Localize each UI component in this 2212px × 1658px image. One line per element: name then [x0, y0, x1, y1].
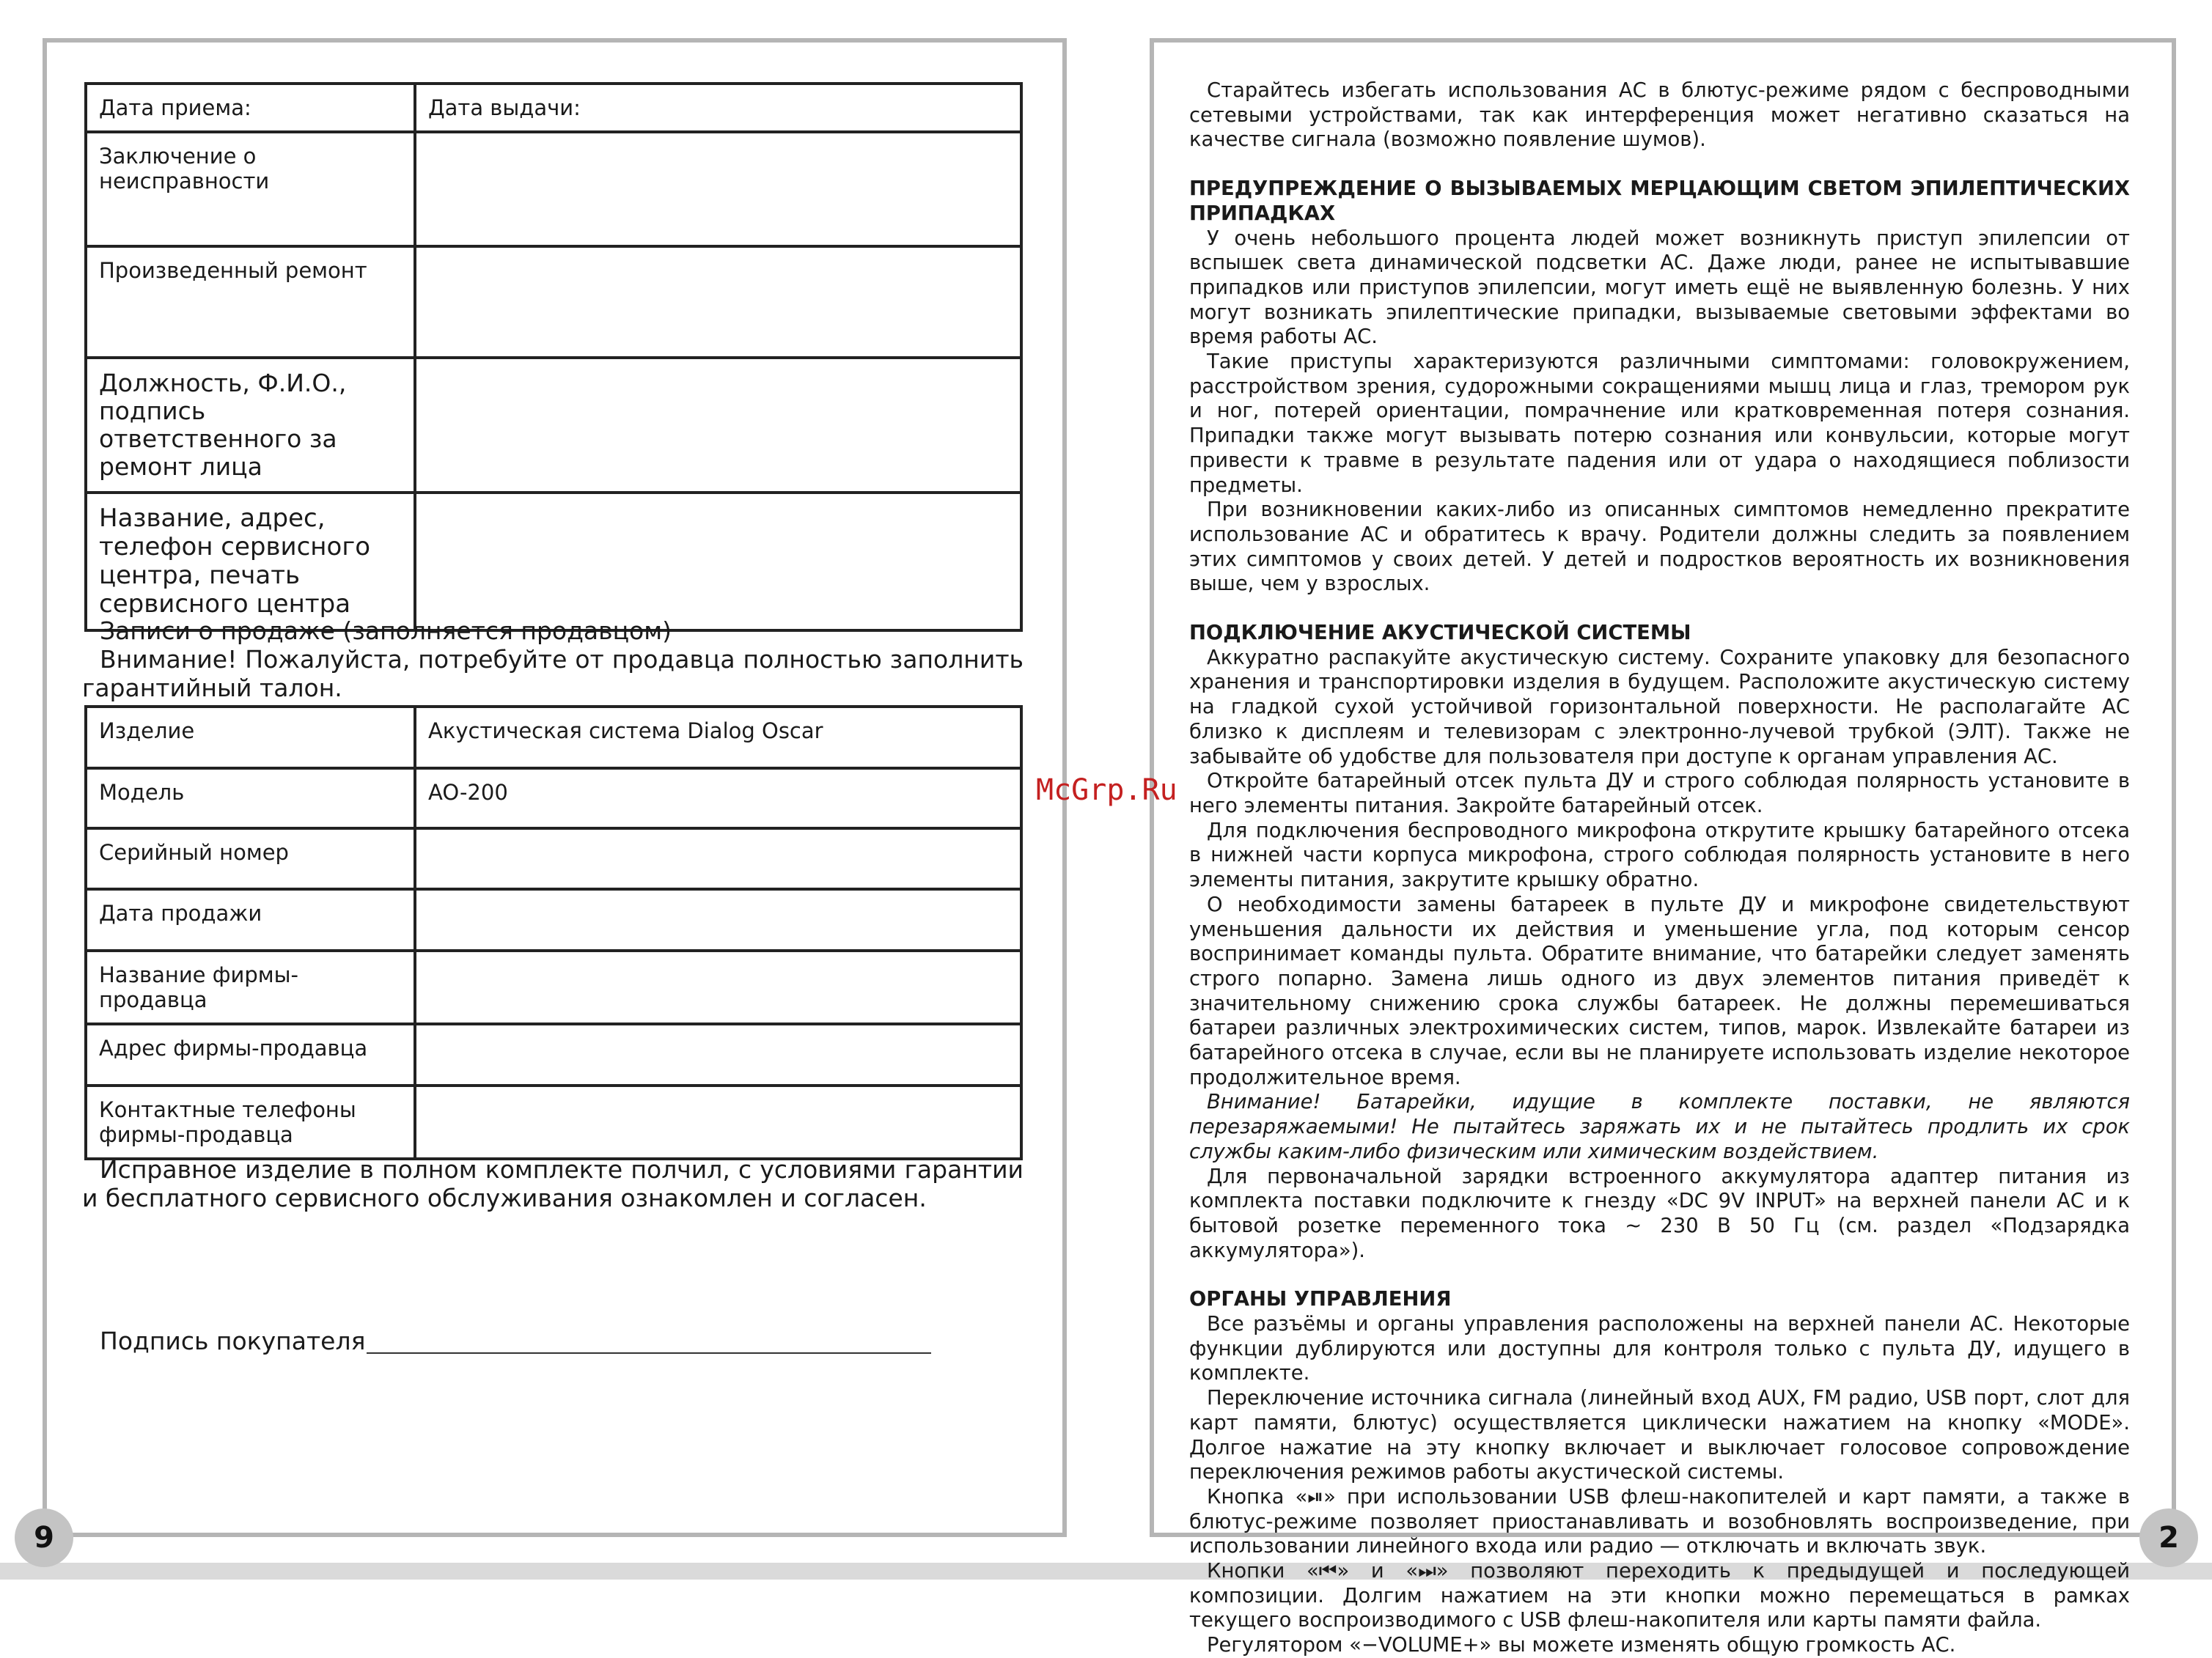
table-row [86, 493, 1021, 630]
sale-date-label: Дата продажи [86, 889, 415, 951]
table-row [86, 1024, 1021, 1086]
seller-phones-value [415, 1086, 1021, 1159]
right-page-content [1189, 78, 2130, 1658]
table-row [86, 951, 1021, 1024]
sale-table [84, 705, 1023, 1160]
seller-name-value [415, 951, 1021, 1024]
model-value: AO-200 [415, 768, 1021, 828]
service-center-cell [415, 493, 1021, 630]
table-row [86, 84, 1021, 132]
responsible-person-cell [415, 358, 1021, 493]
product-value: Акустическая система Dialog Oscar [415, 707, 1021, 768]
intro-paragraph: Старайтесь избегать использования АС в блютус-режиме рядом с беспроводными сетевыми устройствами, так как интерференция может негативно сказаться на качестве сигнала (возможно появление шумов). [1189, 79, 2130, 152]
connection-paragraph: О необходимости замены батареек в пульте ДУ и микрофоне свидетельствуют уменьшения дальности их действия и уменьшение угла, под которым сенсор воспринимает команды пульта. Обратите внимание, что батарейки следует заменять строго попарно. Замена лишь одного из двух элементов питания приведёт к значительному снижению срока службы батареек. Не должны перемешиваться батареи различных электрохимических систем, типов, марок. Извлекайте батареи из батарейного отсека в случае, если вы не планируете использовать изделие некоторое продолжительное время. [1189, 893, 2130, 1089]
battery-warning: Внимание! Батарейки, идущие в комплекте поставки, не являются перезаряжаемыми! Не пытайтесь заряжать их и не пытайтесь продлить их срок службы каким-либо физическим или химическим воздействием. [1189, 1091, 2130, 1163]
product-label: Изделие [86, 707, 415, 768]
fault-conclusion-label: Заключение о неисправности [86, 132, 415, 246]
controls-paragraph: Все разъёмы и органы управления расположены на верхней панели АС. Некоторые функции дублируются или доступны для контроля только с пульта ДУ, идущего в комплекте. [1189, 1313, 2130, 1385]
connection-heading: ПОДКЛЮЧЕНИЕ АКУСТИЧЕСКОЙ СИСТЕМЫ [1189, 622, 1691, 645]
acceptance-statement: Исправное изделие в полном комплекте полчил, с условиями гарантии и бесплатного сервисного обслуживания ознакомлен и согласен. [82, 1155, 1024, 1212]
connection-paragraph: Аккуратно распакуйте акустическую систему. Сохраните упаковку для безопасного хранения и транспортировки изделия в будущем. Расположите акустическую систему на гладкой сухой устойчивой горизонтальной поверхности. Не располагайте АС близко к дисплеям и телевизорам с электронно-лучевой трубкой (ЭЛТ). Также не забывайте об удобстве для пользователя при доступе к органам управления АС. [1189, 646, 2130, 768]
signature-label: Подпись покупателя [100, 1327, 366, 1355]
issue-date-label: Дата выдачи: [415, 84, 1021, 132]
fault-conclusion-cell [415, 132, 1021, 246]
seller-name-label: Название фирмы-продавца [86, 951, 415, 1024]
epilepsy-heading: ПРЕДУПРЕЖДЕНИЕ О ВЫЗЫВАЕМЫХ МЕРЦАЮЩИМ СВЕТОМ ЭПИЛЕПТИЧЕСКИХ ПРИПАДКАХ [1189, 177, 2130, 225]
sale-section-notice: Внимание! Пожалуйста, потребуйте от продавца полностью заполнить гарантийный талон. [82, 645, 1024, 702]
epilepsy-paragraph: У очень небольшого процента людей может возникнуть приступ эпилепсии от вспышек света динамической подсветки АС. Даже люди, ранее не испытывавшие припадков или приступов эпилепсии, могут иметь ещё не выявленную болезнь. У них могут возникать эпилептические припадки, вызываемые световыми эффектами во время работы АС. [1189, 226, 2130, 349]
sale-notes [82, 616, 1024, 702]
seller-phones-label: Контактные телефоны фирмы-продавца [86, 1086, 415, 1159]
table-row [86, 828, 1021, 889]
watermark: McGrp.Ru [1036, 773, 1177, 807]
serial-number-label: Серийный номер [86, 828, 415, 889]
epilepsy-paragraph: При возникновении каких-либо из описанных симптомов немедленно прекратите использование АС и обратитесь к врачу. Родители должны следить за появлением этих симптомов у своих детей. У детей и подростков вероятность их возникновения выше, чем у взрослых. [1189, 498, 2130, 596]
responsible-person-label: Должность, Ф.И.О., подпись ответственного за ремонт лица [86, 358, 415, 493]
repair-done-label: Произведенный ремонт [86, 246, 415, 358]
controls-paragraph: Регулятором «−VOLUME+» вы можете изменять общую громкость АС. [1207, 1634, 1956, 1657]
acceptance-text [82, 1155, 1024, 1212]
connection-paragraph: Для подключения беспроводного микрофона открутите крышку батарейного отсека в нижней части корпуса микрофона, строго соблюдая полярность установите в него элементы питания, закрутите крышку обратно. [1189, 819, 2130, 892]
receive-date-label: Дата приема: [86, 84, 415, 132]
table-row [86, 246, 1021, 358]
controls-paragraph: Кнопки «⏮» и «⏭» позволяют переходить к предыдущей и последующей композиции. Долгим нажатием на эти кнопки можно перемещаться в рамках текущего воспроизводимого с USB флеш-накопителя или карты памяти файла. [1189, 1560, 2130, 1632]
service-center-label: Название, адрес, телефон сервисного центра, печать сервисного центра [86, 493, 415, 630]
controls-heading: ОРГАНЫ УПРАВЛЕНИЯ [1189, 1288, 1452, 1311]
signature-line[interactable] [367, 1352, 931, 1354]
table-row [86, 132, 1021, 246]
table-row [86, 1086, 1021, 1159]
sale-date-value [415, 889, 1021, 951]
controls-paragraph: Переключение источника сигнала (линейный вход AUX, FM радио, USB порт, слот для карт памяти, блютус) осуществляется циклически нажатием на кнопку «MODE». Долгое нажатие на эту кнопку включает и выключает голосовое сопровождение переключения режимов работы акустической системы. [1189, 1387, 2130, 1484]
epilepsy-paragraph: Такие приступы характеризуются различными симптомами: головокружением, расстройством зрения, судорожными сокращениями мышц лица и глаз, тремором рук и ног, потерей ориентации, помрачнение или кратковременная потеря сознания. Припадки также могут вызывать потерю сознания или конвульсии, которые могут привести к травме в результате падения или от удара о находящиеся поблизости предметы. [1189, 350, 2130, 497]
repair-table [84, 82, 1023, 632]
page-number-left: 9 [15, 1508, 73, 1567]
serial-number-value [415, 828, 1021, 889]
connection-paragraph: Откройте батарейный отсек пульта ДУ и строго соблюдая полярность установите в него элементы питания. Закройте батарейный отсек. [1189, 770, 2130, 817]
table-row [86, 358, 1021, 493]
repair-done-cell [415, 246, 1021, 358]
table-row [86, 707, 1021, 768]
table-row [86, 768, 1021, 828]
connection-paragraph: Для первоначальной зарядки встроенного аккумулятора адаптер питания из комплекта поставки подключите к гнезду «DC 9V INPUT» на верхней панели АС и к бытовой розетке переменного тока ~ 230 В 50 Гц (см. раздел «Подзарядка аккумулятора»). [1189, 1165, 2130, 1262]
controls-paragraph: Кнопка «⏯» при использовании USB флеш-накопителей и карт памяти, а также в блютус-режиме позволяет приостанавливать и возобновлять воспроизведение, при использовании линейного входа или радио — отключать и включать звук. [1189, 1485, 2130, 1558]
page-number-right: 2 [2139, 1508, 2198, 1567]
seller-address-value [415, 1024, 1021, 1086]
sale-section-title: Записи о продаже (заполняется продавцом) [100, 616, 672, 645]
seller-address-label: Адрес фирмы-продавца [86, 1024, 415, 1086]
table-row [86, 889, 1021, 951]
model-label: Модель [86, 768, 415, 828]
